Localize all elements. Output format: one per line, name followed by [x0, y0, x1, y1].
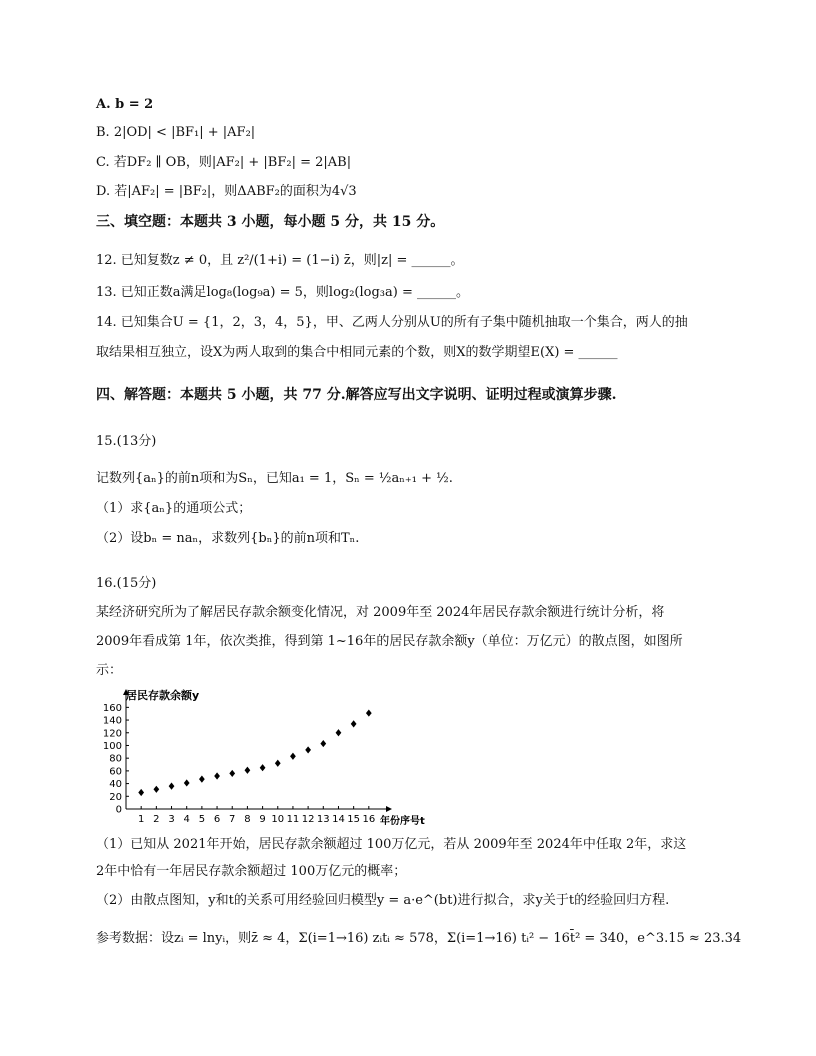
question-16-stem-3: 示：	[96, 663, 123, 678]
x-tick-label: 1	[137, 814, 145, 825]
x-tick-label: 9	[259, 814, 266, 825]
scatter-plot-svg	[96, 687, 426, 827]
x-tick-label: 12	[301, 814, 315, 825]
question-15-stem: 记数列{aₙ}的前n项和为Sₙ，已知a₁ = 1，Sₙ = ½aₙ₊₁ + ½.	[96, 471, 453, 486]
chart-axes	[103, 689, 392, 825]
data-point	[169, 783, 175, 790]
question-16-reference-data: 参考数据：设zᵢ = lnyᵢ，则z̄ ≈ 4，Σ(i=1→16) zᵢtᵢ ≈ 578，Σ(i=1→16) tᵢ² − 16t̄² = 340，e^3.15 ≈ 23.34	[96, 931, 742, 946]
option-c: C. 若DF₂ ∥ OB，则|AF₂| + |BF₂| = 2|AB|	[96, 155, 352, 170]
y-tick-label: 80	[109, 753, 122, 765]
data-point	[290, 753, 296, 760]
section-4-title: 四、解答题：本题共 5 小题，共 77 分.解答应写出文字说明、证明过程或演算步骤.	[96, 387, 617, 403]
x-tick-label: 3	[168, 814, 175, 825]
data-point	[260, 764, 266, 771]
x-tick-label: 2	[153, 814, 160, 825]
x-tick-label: 16	[362, 814, 376, 825]
y-tick-label: 100	[102, 740, 122, 752]
data-point	[366, 709, 372, 716]
section-3-title: 三、填空题：本题共 3 小题，每小题 5 分，共 15 分。	[96, 214, 445, 230]
data-point	[229, 770, 235, 777]
y-tick-label: 0	[115, 804, 122, 816]
x-tick-label: 4	[183, 814, 190, 825]
question-16-part-1b: 2年中恰有一年居民存款余额超过 100万亿元的概率；	[96, 864, 407, 879]
y-tick-label: 40	[109, 779, 122, 791]
data-point	[214, 772, 220, 779]
question-16-part-2: （2）由散点图知，y和t的关系可用经验回归模型y = a·e^(bt)进行拟合，求y关于t的经验回归方程.	[96, 893, 670, 908]
option-d: D. 若|AF₂| = |BF₂|，则ΔABF₂的面积为4√3	[96, 184, 357, 199]
data-point	[153, 786, 159, 793]
x-tick-label: 11	[286, 814, 300, 825]
option-b: B. 2|OD| < |BF₁| + |AF₂|	[96, 125, 256, 140]
data-point	[245, 767, 251, 774]
x-tick-label: 14	[332, 814, 345, 825]
x-tick-label: 15	[347, 814, 361, 825]
y-tick-label: 60	[109, 766, 122, 778]
x-axis-arrow	[386, 806, 392, 812]
x-tick-label: 5	[198, 814, 206, 825]
data-point	[275, 760, 281, 767]
y-tick-label: 20	[109, 791, 122, 803]
data-point	[199, 776, 205, 783]
x-tick-label: 6	[213, 814, 221, 825]
question-15-part-2: （2）设bₙ = naₙ，求数列{bₙ}的前n项和Tₙ.	[96, 531, 360, 546]
question-16-stem-1: 某经济研究所为了解居民存款余额变化情况，对 2009年至 2024年居民存款余额进行统计分析，将	[96, 605, 665, 620]
x-tick-label: 10	[271, 814, 285, 825]
question-15-part-1: （1）求{aₙ}的通项公式；	[96, 501, 252, 516]
question-16-stem-2: 2009年看成第 1年，依次类推，得到第 1~16年的居民存款余额y（单位：万亿元）的散点图，如图所	[96, 634, 683, 649]
data-point	[320, 740, 326, 747]
question-15-header: 15.(13分)	[96, 434, 157, 449]
data-point	[138, 789, 144, 796]
x-tick-label: 13	[316, 814, 330, 825]
data-point	[336, 729, 342, 736]
chart-points	[138, 709, 371, 796]
question-16-header: 16.(15分)	[96, 576, 157, 591]
data-point	[184, 779, 190, 786]
question-14-line-2: 取结果相互独立，设X为两人取到的集合中相同元素的个数，则X的数学期望E(X) = ______	[96, 345, 618, 360]
scatter-chart	[96, 687, 426, 827]
data-point	[305, 746, 311, 753]
question-12: 12. 已知复数z ≠ 0，且 z²/(1+i) = (1−i) z̄，则|z| = ______。	[96, 253, 464, 268]
y-tick-label: 140	[102, 715, 122, 727]
y-tick-label: 160	[102, 702, 122, 714]
question-13: 13. 已知正数a满足log₈(log₉a) = 5，则log₂(log₃a) = ______。	[96, 285, 470, 300]
option-a: A. b = 2	[96, 97, 154, 112]
x-axis-label: 年份序号t	[380, 816, 425, 827]
question-14-line-1: 14. 已知集合U = {1，2，3，4，5}，甲、乙两人分别从U的所有子集中随机抽取一个集合，两人的抽	[96, 315, 688, 330]
y-tick-label: 120	[102, 728, 122, 740]
x-tick-label: 8	[244, 814, 251, 825]
x-tick-label: 7	[229, 814, 236, 825]
question-16-part-1a: （1）已知从 2021年开始，居民存款余额超过 100万亿元，若从 2009年至 2024年中任取 2年，求这	[96, 837, 687, 852]
data-point	[351, 720, 357, 727]
y-axis-label: 居民存款余额y	[126, 689, 200, 702]
